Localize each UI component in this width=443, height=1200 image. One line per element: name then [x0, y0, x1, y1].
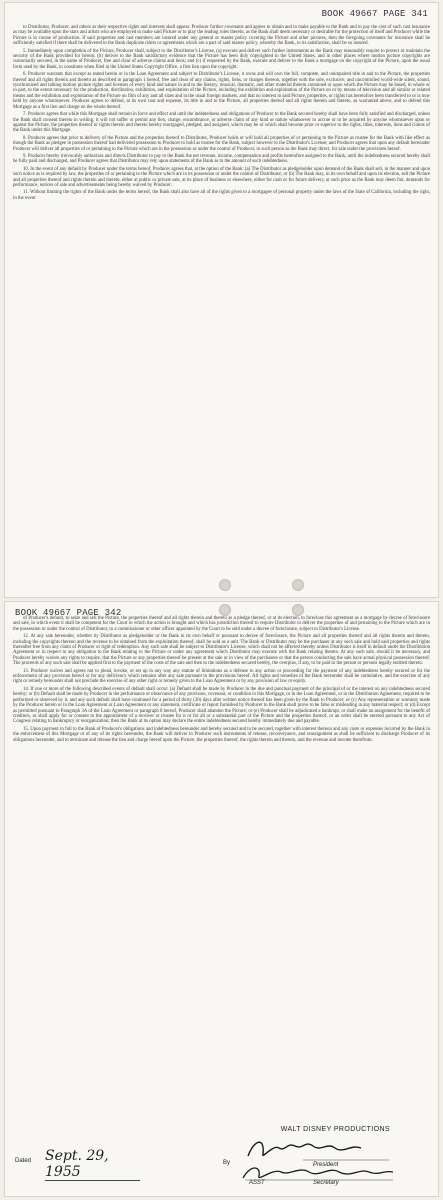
punch-hole: [219, 579, 231, 591]
punch-hole: [219, 604, 231, 616]
dated-value: Sept. 29, 1955: [45, 1148, 140, 1181]
company-name: WALT DISNEY PRODUCTIONS: [280, 1126, 390, 1133]
by-label: By: [223, 1160, 231, 1166]
paragraph: 14. If one or more of the following described events of default shall occur: (a) Default shall be made by Producer in the due and punctual payment of the principal of or the interest on any indebtedness secured hereby; or (b) Default shall be made by Producer in the performance or observance of any provision, covenant, or condition in this Mortgage, or in the Loan Agreement, or in the Distribution Agreement, required to be performed or observed by it, and any such default shall have continued for a period of thirty (30) days after written notice thereof has been given by the Bank to Producer; or (c) Any representation or warranty made by the Producer herein or in the Loan Agreement or Loan Agreement or any statement, certificate or report furnished by Producer to the Bank shall prove to be false or misleading in any material respect; or (d) Except as permitted pursuant to Paragraph 3A of the Loan Agreement or paragraph 8 hereof, Producer shall abandon the Picture; or (e) Producer shall be adjudicated a bankrupt, or shall make an assignment for the benefit of creditors, or shall apply for or consent to the appointment of a receiver or trustee for it or for all or a substantial part of the Picture and the properties thereof, or an order shall be entered pursuant to any Act of Congress relating to bankruptcy or reorganization; then the Bank at its option may declare the entire indebtedness secured hereby immediately due and payable.: [13, 686, 430, 725]
page-one: [4, 2, 439, 598]
paragraph: 5. Immediately upon completion of the Picture, Producer shall, subject to the Distributor's License, (a) execute and deliver such further instruments as the Bank may reasonably require to protect or maintain the security of the Bank provided for herein; (b) deliver to the Bank satisfactory evidence that the Picture has been duly copyrighted in the United States, and in other places where motion picture copyrights are customarily secured, in the name of Producer, free and clear of adverse claims and liens; and (c) if requested by the Bank, execute and deliver to the Bank a mortgage on the copyright of the Picture, upon the usual form used by the Bank, to constitute when filed in the United States Copyright Office, a first lien upon the copyright.: [13, 48, 430, 70]
page-two-text: [13, 616, 430, 745]
book-page-reference: BOOK 49667 PAGE 341: [321, 9, 428, 19]
paragraph: of Producer's default, to seize and sell the Picture, the properties thereof and all rights therein and thereto as a pledge thereof, or at its election, to foreclose this agreement as a mortgage by decree of foreclosure and sale, in which event it shall be competent for the Court in which the action is brought and which has jurisdiction thereof to require Distributor to deliver the properties of and pertaining to the Picture which are in the possession or under the control of Distributor, to a commissioner or other officer appointed by the Court to be sold under a decree of foreclosure, subject to Distributor's License.: [13, 616, 430, 632]
paragraph: to Distributor, Producer, and others as their respective rights and interests shall appear. Producer further covenants and agrees to obtain and to make payable to the Bank and to pay the cost of such cast insurance as may be available upon the stars and artists who are employed to make said Picture or to play the leading roles therein, as the Bank shall deem necessary or desirable for the protection of itself and Producer while the Picture is in course of production. If said properties and cast members are insured under any general or master policy covering the Picture and other pictures, then the foregoing covenants for insurance shall be sufficiently satisfied if there shall be delivered to the Bank duplicate riders or agreements which are a part of said master policy, whereby the Bank, to its satisfaction, shall be so insured.: [13, 25, 430, 47]
page-two: [4, 601, 439, 1197]
paragraph: 13. Producer waives and agrees not to plead, invoke, or set up in any way any statute of limitations as a defense to any action or proceeding for the payment of any indebtedness hereby secured or for the enforcement of any provision hereof or for any deficiency which remains after any sale pursuant to the provisions hereof. All rights and remedies of the Bank hereunder shall be cumulative, and the exercise of any right or remedy hereunder shall not preclude the exercise of any other right or remedy given to the Loan Agreement or by any provision of law or equity.: [13, 668, 430, 685]
paragraph: 9. Producer hereby irrevocably authorizes and directs Distributor to pay to the Bank the net revenue, income, compensation and profits heretofore assigned to the Bank, until the indebtedness secured hereby shall be fully paid and discharged, and Producer agrees that Distributor may rely upon statements of the Bank as to the amount of such indebtedness.: [13, 153, 430, 165]
paragraph: 8. Producer agrees that prior to delivery of the Picture and the properties thereof to Distributor, Producer holds or will hold all properties of or pertaining to the Picture as trustee for the Bank with like effect as though the Bank as pledgee in possession thereof had delivered possession to Producer to hold as trustee for the Bank, subject however to the Distributor's License; and Producer agrees that upon any default hereunder Producer will deliver all properties of or pertaining to the Picture which are in the possession or under the control of Producer, to such person as the Bank may direct, for sale under the provisions hereof.: [13, 135, 430, 152]
paragraph: 15. Upon payment in full to the Bank of Producer's obligations and indebtedness hereunder and hereby secured and to be secured, together with interest thereon and any costs or expenses incurred by the Bank in the enforcement of this Mortgage or of any of its rights hereunder, the Bank will deliver to Producer such instruments of release, reconveyance, and reassignment as shall be sufficient to discharge Producer of its obligations hereunder, and to terminate and release the lien and charge hereof upon the Picture, the properties thereof, the rights therein and thereto, and the revenue and income therefrom.: [13, 726, 430, 743]
punch-hole: [292, 604, 304, 616]
dated-label: Dated: [15, 1158, 32, 1164]
signature-block: [13, 1124, 430, 1190]
title-president: President: [313, 1162, 339, 1168]
paragraph: 10. In the event of any default by Producer under the terms hereof, Producer agrees that, at the option of the Bank: (a) The Distributor as pledgeholder upon demand of the Bank shall sell, in the manner and upon such notice as is required by law, the properties of or pertaining to the Picture which are in its possession or under the control of Distributor; or (b) The Bank may, in its own behalf and upon its election, sell the Picture and all properties thereof and rights therein and thereto, either at public or private sale, at its place of business or elsewhere, either for cash or for future delivery, at such price as the Bank may deem fair, demands for performance, notices of sale and advertisements being hereby waived by Producer.: [13, 166, 430, 188]
title-secretary: Secretary: [313, 1180, 339, 1186]
paragraph: 7. Producer agrees that while this Mortgage shall remain in force and effect and until the indebtedness and obligations of Producer to the Bank secured hereby shall have been fully satisfied and discharged, unless the Bank shall consent thereto in writing, it will not suffer or permit any lien, charge, encumbrance, or adverse claim of any kind or nature whatsoever to accrue or to be acquired by anyone whomsoever upon or against the Picture, the properties thereof or rights therein and thereto hereby mortgaged, pledged, and assigned, which may be or which shall become prior or superior to the rights, titles, interests, liens and claims of the Bank under this Mortgage.: [13, 112, 430, 134]
punch-hole: [292, 579, 304, 591]
paragraph: 12. At any sale hereunder, whether by Distributor as pledgeholder or the Bank in its own behalf or pursuant to decree of foreclosure, the Picture and all properties thereof and all rights therein and thereto, including the copyrights thereon and the revenue to be obtained from the exploitation thereof, shall be sold as a unit. The Bank or Distributor may be the purchaser at any such sale and hold said properties and rights thereafter free from any claim of Producer or right of redemption. Any such sale shall be subject to Distributor's License, which shall not be affected thereby unless Distributor is itself in default under the Distribution Agreement or in respect to any obligation to the Bank relating to the Picture or under any agreement which Distributor may execute with the Bank relating thereto. At any such sale, should it be necessary, and Producer hereby waives any rights to require, that the Picture or any properties thereof be present at the sale or in view of the purchasers or that the person conducting the sale have actual physical possession thereof. The proceeds of any such sale shall be applied first to the payment of the costs of the sale and then to the indebtedness secured hereby, the overplus, if any, to be paid to the person or persons legally entitled thereto.: [13, 634, 430, 667]
paragraph: 6. Producer warrants that except as stated herein or in the Loan Agreement and subject to Distributor's License, it owns and will own the full, complete, and unimpaired title in and to the Picture, the properties thereof and all rights therein and thereto as described in paragraph 1 hereof, free and clear of any claims, rights, liens, or charges thereon, together with the sole, exclusive, and uncontrolled world-wide silent, sound, synchronized and talking motion picture rights and licenses of every kind and nature in and to the literary, musical, dramatic, and other material therein contained or upon which the Picture may be based, in whole or in part, to the extent necessary for the production, distribution, exhibition, and exploitation of the Picture, including the exhibition and exploitation of the Picture on or by means of television and all similar or related means and the exhibition and exploitation of the Picture on film of any and all sizes and in the usual foreign markets, and that no interest in said Picture, properties, or rights has heretofore been transferred to or is now held by anyone whomsoever. Producer agrees to defend, at its own cost and expense, its title in and to the Picture, all properties thereof and all rights therein and thereto, as warranted above, and to defend this Mortgage as a first lien and charge on the whole thereof.: [13, 72, 430, 110]
paragraph: 11. Without limiting the rights of the Bank under the terms hereof, the Bank shall also have all of the rights given to a mortgagee of personal property under the laws of the State of California, including the right, in the event: [13, 190, 430, 201]
asst-label: ASST: [249, 1180, 265, 1186]
book-page-reference: BOOK 49667 PAGE 342: [15, 608, 122, 618]
page-one-text: [13, 25, 430, 203]
